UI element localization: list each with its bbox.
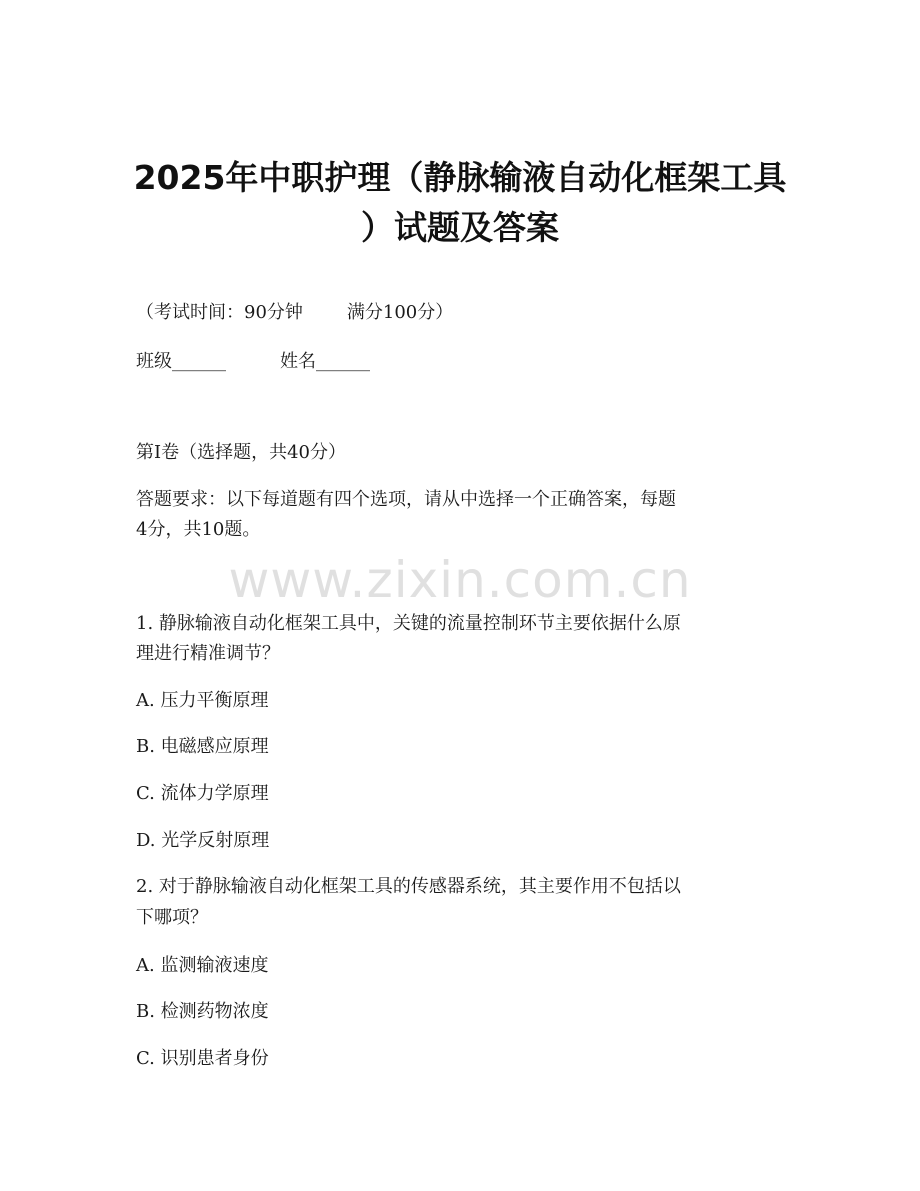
exam-info <box>136 300 453 326</box>
question-2-option-b: B. 检测药物浓度 <box>136 1001 269 1022</box>
question-2-stem-line-1: 2. 对于静脉输液自动化框架工具的传感器系统，其主要作用不包括以 <box>136 876 681 897</box>
question-2-stem-line-2: 下哪项？ <box>136 907 208 928</box>
question-2-option-c: C. 识别患者身份 <box>136 1048 269 1069</box>
class-field-label: 班级______ <box>136 351 226 372</box>
document-title-line-2: ）试题及答案 <box>361 208 559 247</box>
question-1-option-d: D. 光学反射原理 <box>136 830 270 851</box>
instructions-line-1: 答题要求：以下每道题有四个选项，请从中选择一个正确答案，每题 <box>136 489 676 510</box>
question-1-option-b: B. 电磁感应原理 <box>136 736 269 757</box>
exam-score: 满分100分） <box>346 302 454 323</box>
exam-time: （考试时间：90分钟 <box>136 302 303 323</box>
student-fields <box>136 349 370 375</box>
question-1-stem-line-2: 理进行精准调节？ <box>136 643 280 664</box>
name-field-label: 姓名______ <box>280 351 370 372</box>
question-2-option-a: A. 监测输液速度 <box>136 955 269 976</box>
watermark: www.zixin.com.cn <box>228 551 692 609</box>
instructions-line-2: 4分，共10题。 <box>136 519 261 540</box>
question-1-option-c: C. 流体力学原理 <box>136 783 269 804</box>
document-title-line-1: 2025年中职护理（静脉输液自动化框架工具 <box>133 158 787 197</box>
question-1-stem-line-1: 1. 静脉输液自动化框架工具中，关键的流量控制环节主要依据什么原 <box>136 613 681 634</box>
section-title: 第I卷（选择题，共40分） <box>136 442 347 463</box>
question-1-option-a: A. 压力平衡原理 <box>136 690 269 711</box>
